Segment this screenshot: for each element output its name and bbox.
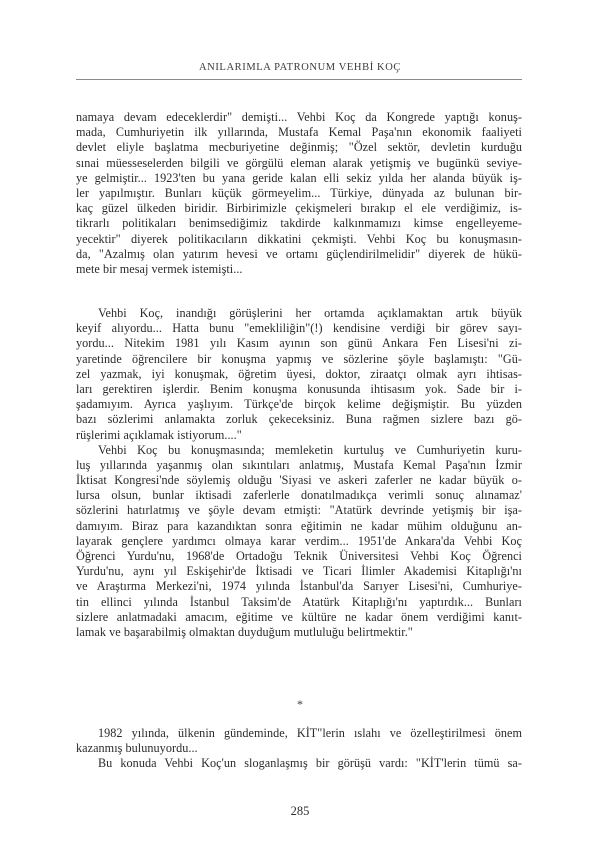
text-line: Vehbi Koç, inandığı görüşlerini her ortamda açıklamaktan artık büyük bbox=[98, 306, 522, 320]
text-line: namaya devam edeceklerdir" demişti... Vehbi Koç da Kongrede yaptığı konuş- bbox=[76, 110, 522, 124]
text-line: yecektir" diyerek politikacıların dikkatini çekmişti. Vehbi Koç bu konuşmasın- bbox=[76, 231, 522, 246]
text-line: sizlere anlatmadaki amacım, eğitime ve kültüre ne kadar önem verdiğimi kanıt- bbox=[76, 609, 522, 624]
text-line: zel yazmak, iyi konuşmak, öğretim üyesi, doktor, ziraatçı olmak ayrı ihtisas- bbox=[76, 366, 522, 381]
text-line: yordu... Nitekim 1981 yılı Kasım ayının son günü Ankara Fen Lisesi'ni zi- bbox=[76, 336, 522, 351]
text-line: ye gelmiştir... 1923'ten bu yana geride kalan elli sekiz yılda her alanda büyük iş- bbox=[76, 170, 522, 185]
text-line: 1982 yılında, ülkenin gündeminde, KİT"lerin ıslahı ve özelleştirilmesi önem bbox=[98, 726, 522, 740]
text-line: mete bir mesaj vermek istemişti... bbox=[76, 261, 243, 276]
paragraph-2 bbox=[76, 306, 522, 640]
text-line: devlet eliyle başlatma mecburiyetine değinmiş; "Özel sektör, devletin kurduğu bbox=[76, 140, 522, 155]
text-line: Bu konuda Vehbi Koç'un sloganlaşmış bir görüşü vardı: "KİT'lerin tümü sa- bbox=[98, 756, 522, 771]
text-line: lamak ve başarabilmiş olmaktan duyduğum mutluluğu belirtmektir." bbox=[76, 624, 413, 639]
running-header: ANILARIMLA PATRONUM VEHBİ KOÇ bbox=[198, 62, 402, 73]
page-number: 285 bbox=[290, 804, 310, 818]
text-line: mada, Cumhuriyetin ilk yıllarında, Mustafa Kemal Paşa'nın ekonomik faaliyeti bbox=[76, 125, 522, 140]
text-line: ları gerektiren işlerdir. Benim konuşma konusunda ihtisasım yok. Sade bir i- bbox=[76, 381, 522, 396]
text-line: bazı sözlerimi anlamakta zorluk çekeceksiniz. Buna rağmen sizlere bazı gö- bbox=[76, 412, 522, 427]
text-line: keyif alıyordu... Hatta bunu "emekliliğin"(!) kendisine verdiği bir görev sayı- bbox=[76, 321, 522, 336]
text-line: layarak gençlere yardımcı olmaya karar verdim... 1951'de Ankara'da Vehbi Koç bbox=[76, 533, 522, 548]
text-line: ler yapılmıştır. Bunları küçük görmeyelim... Türkiye, dünyada az bulunan bir- bbox=[76, 185, 522, 200]
header-rule bbox=[76, 79, 522, 80]
text-line: da, "Azalmış olan yatırım hevesi ve ortamı güçlendirilmelidir" diyerek de hükü- bbox=[76, 246, 522, 261]
text-line: yaretinde öğrencilere bir konuşma yapmış ve sözlerine şöyle başlamıştı: "Gü- bbox=[76, 351, 522, 366]
text-line: İktisat Kongresi'nde söylemiş olduğu 'Siyasi ve askeri zaferler ne kadar büyük o- bbox=[76, 473, 522, 488]
text-line: Öğrenci Yurdu'nu, 1968'de Ortadoğu Teknik Üniversitesi Vehbi Koç Öğrenci bbox=[76, 549, 522, 563]
text-line: Yurdu'nu, aynı yıl Eskişehir'de İktisadi ve Ticari İlimler Akademisi Kitaplığı'nı bbox=[76, 564, 522, 579]
text-line: Vehbi Koç bu konuşmasında; memleketin kurtuluş ve Cumhuriyetin kuru- bbox=[98, 442, 522, 457]
paragraph-1 bbox=[76, 110, 522, 277]
text-line: şadamıyım. Ayrıca yaşlıyım. Türkçe'de birçok kelime değişmiştir. Bu yüzden bbox=[76, 397, 522, 412]
text-line: kaç güzel ülkeden biridir. Birbirimizle çekişmeleri bırakıp el ele verdiğimiz, is- bbox=[76, 201, 522, 216]
text-line: lursa olsun, bunlar iktisadi zaferlerle donatılmadıkça verimli sonuç alınamaz' bbox=[76, 488, 522, 503]
paragraph-3 bbox=[76, 726, 522, 772]
text-line: sözlerini hatırlatmış ve şöyle devam etmişti: "Atatürk devrinde yetişmiş bir işa- bbox=[76, 503, 522, 518]
text-line: luş yıllarında yaşanmış olan sıkıntıları anlatmış, Mustafa Kemal Paşa'nın İzmir bbox=[76, 457, 522, 472]
text-line: rüşlerimi açıklamak istiyorum...." bbox=[76, 427, 242, 442]
text-line: ve Araştırma Merkezi'ni, 1974 yılında İstanbul'da Sarıyer Lisesi'ni, Cumhuriye- bbox=[76, 579, 522, 594]
text-line: kazanmış bulunuyordu... bbox=[76, 741, 198, 756]
text-line: tikrarlı politikaları benimsediğimiz takdirde kalkınmamızı kimse engelleyeme- bbox=[76, 216, 522, 231]
section-separator: * bbox=[297, 697, 303, 711]
text-line: damıyım. Biraz para kazandıktan sonra eğitimin ne kadar mühim olduğunu an- bbox=[76, 518, 522, 533]
text-line: tin ellinci yılında İstanbul Taksim'de Atatürk Kitaplığı'nı yaptırdık... Bunları bbox=[76, 594, 522, 609]
text-line: sınai müesseselerden bilgili ve görgülü eleman alarak yetişmiş ve bugünkü seviye- bbox=[76, 155, 522, 170]
